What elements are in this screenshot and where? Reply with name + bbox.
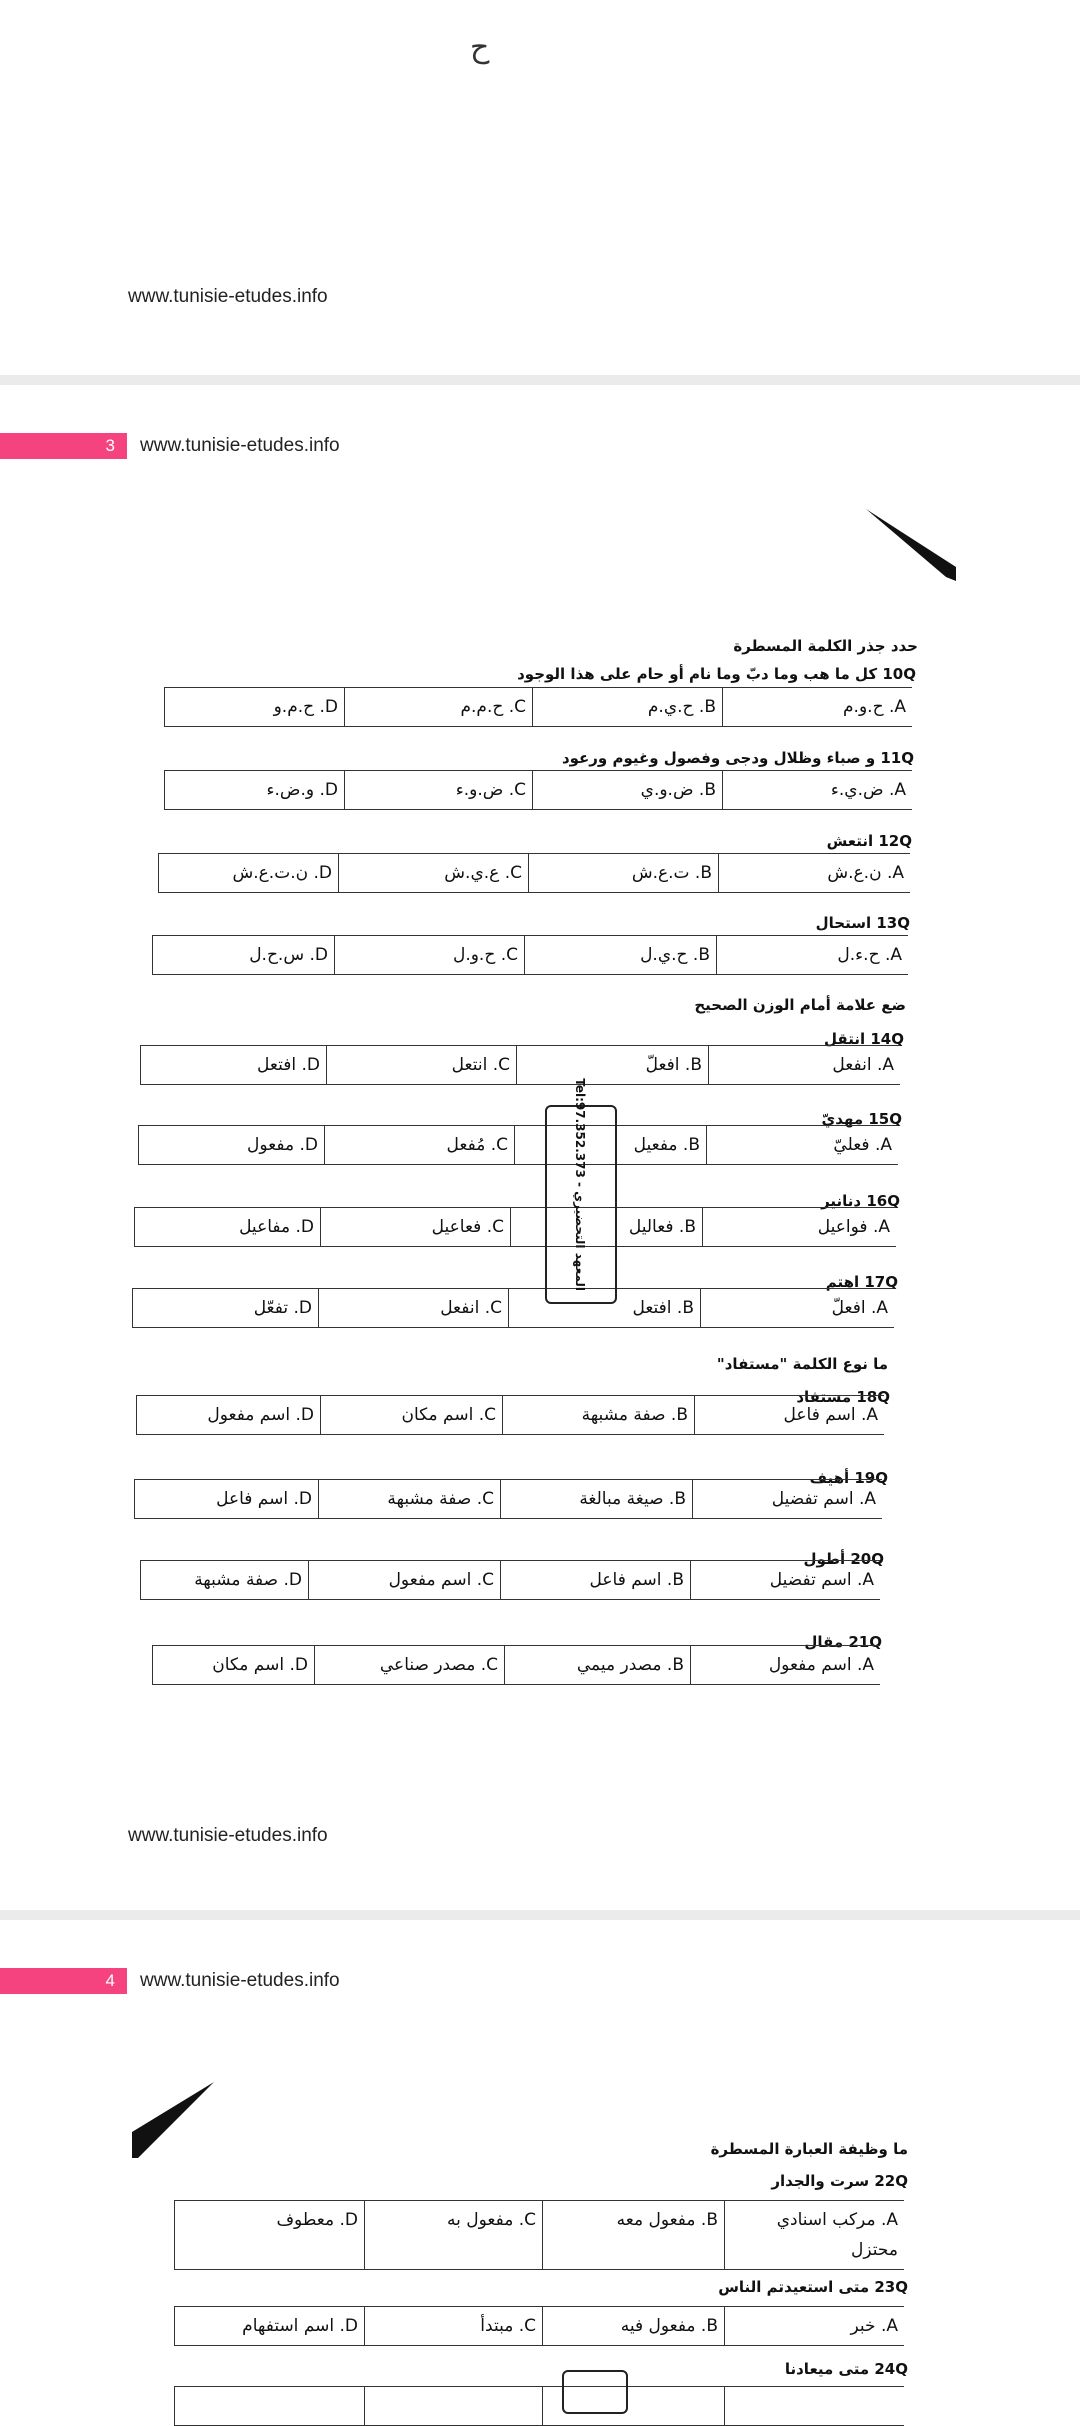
options-row-23 bbox=[174, 2306, 904, 2346]
option-a[interactable]: A. ح.ء.ل bbox=[716, 936, 908, 974]
option-b[interactable]: B. مفعول معه bbox=[542, 2201, 724, 2269]
institute-stamp bbox=[562, 2370, 628, 2414]
question-12: 12Q انتعش bbox=[826, 832, 912, 850]
option-d[interactable]: D. اسم استفهام bbox=[174, 2307, 364, 2345]
option-b[interactable]: B. فعاليل bbox=[510, 1208, 702, 1246]
page-number-badge: 3 bbox=[0, 433, 127, 459]
question-14: 14Q انتقل bbox=[824, 1030, 904, 1048]
option-c[interactable]: C. مصدر صناعي bbox=[314, 1646, 504, 1684]
page-3-footer-link[interactable]: www.tunisie-etudes.info bbox=[128, 1825, 328, 1846]
option-d[interactable]: D. ح.م.و bbox=[164, 688, 344, 726]
section-title: ما نوع الكلمة "مستفاد" bbox=[716, 1355, 888, 1373]
option-c[interactable]: C. فعاعيل bbox=[320, 1208, 510, 1246]
option-a[interactable]: A. مركب اسنادي محتزل bbox=[724, 2201, 904, 2269]
question-16: 16Q دنانير bbox=[821, 1192, 900, 1210]
option-d[interactable]: D. صفة مشبهة bbox=[140, 1561, 308, 1599]
exam-scan-page-3 bbox=[0, 385, 1080, 1910]
option-d[interactable]: D. اسم مفعول bbox=[136, 1396, 320, 1434]
option-b[interactable]: B. افعلّ bbox=[516, 1046, 708, 1084]
option-d[interactable]: D. و.ض.ء bbox=[164, 771, 344, 809]
option-d[interactable]: D. اسم مكان bbox=[152, 1646, 314, 1684]
institute-stamp bbox=[545, 1078, 617, 1304]
option-c[interactable]: C. اسم مكان bbox=[320, 1396, 502, 1434]
question-18: 18Q مستفاد bbox=[796, 1388, 890, 1406]
option-b[interactable]: B. ض.و.ي bbox=[532, 771, 722, 809]
option-b[interactable]: B. افتعل bbox=[508, 1289, 700, 1327]
option-b[interactable]: B. صيغة مبالغة bbox=[500, 1480, 692, 1518]
question-15: 15Q مهديّ bbox=[821, 1110, 902, 1128]
option-d[interactable]: D. مفعول bbox=[138, 1126, 324, 1164]
option-c[interactable]: C. انتعل bbox=[326, 1046, 516, 1084]
options-row-10 bbox=[164, 687, 912, 727]
option-a[interactable]: A. فواعيل bbox=[702, 1208, 896, 1246]
option-a[interactable]: A. اسم تفضيل bbox=[690, 1561, 880, 1599]
option-a[interactable]: A. فعليّ bbox=[706, 1126, 898, 1164]
options-row-24 bbox=[174, 2386, 904, 2426]
option-c[interactable]: C. ض.و.ء bbox=[344, 771, 532, 809]
option-c[interactable]: C. ح.و.ل bbox=[334, 936, 524, 974]
option-a[interactable]: A. انفعل bbox=[708, 1046, 900, 1084]
question-23: 23Q متى استعيدتم الناس bbox=[718, 2278, 908, 2296]
question-13: 13Q استحال bbox=[815, 914, 910, 932]
page-4 bbox=[0, 1920, 1080, 2400]
question-11: 11Q و صباء وظلال ودجى وفصول وغيوم ورعود bbox=[561, 749, 914, 767]
option-c[interactable]: C. مبتدأ bbox=[364, 2307, 542, 2345]
option-d[interactable]: D. ن.ت.ع.ش bbox=[158, 854, 338, 892]
option-a[interactable]: A. ض.ي.ء bbox=[722, 771, 912, 809]
options-row-15 bbox=[138, 1125, 898, 1165]
options-row-11 bbox=[164, 770, 912, 810]
option-c[interactable]: C. ع.ي.ش bbox=[338, 854, 528, 892]
option-b[interactable]: B. مصدر ميمي bbox=[504, 1646, 690, 1684]
options-row-14 bbox=[140, 1045, 900, 1085]
option-b[interactable]: B. مفعول فيه bbox=[542, 2307, 724, 2345]
option-d[interactable]: D. اسم فاعل bbox=[134, 1480, 318, 1518]
options-row-12 bbox=[158, 853, 910, 893]
page-2-footer-link[interactable]: www.tunisie-etudes.info bbox=[128, 286, 328, 307]
option-b[interactable]: B. صفة مشبهة bbox=[502, 1396, 694, 1434]
option-b[interactable]: B. ح.ي.ل bbox=[524, 936, 716, 974]
option-c[interactable]: C. مفعول به bbox=[364, 2201, 542, 2269]
options-row-22 bbox=[174, 2200, 904, 2270]
option-a[interactable]: A. اسم فاعل bbox=[694, 1396, 884, 1434]
option-a[interactable]: A. افعلّ bbox=[700, 1289, 894, 1327]
question-17: 17Q اهتم bbox=[825, 1273, 898, 1291]
option-d[interactable]: D. تفعّل bbox=[132, 1289, 318, 1327]
section-title: ضع علامة أمام الوزن الصحيح bbox=[694, 996, 906, 1014]
option-a[interactable]: A. ح.و.م bbox=[722, 688, 912, 726]
option-b[interactable]: B. ح.ي.م bbox=[532, 688, 722, 726]
option-a[interactable]: A. خبر bbox=[724, 2307, 904, 2345]
handwritten-page-mark: ح bbox=[470, 30, 490, 65]
question-21: 21Q مقال bbox=[804, 1633, 882, 1651]
option-b[interactable]: B. مفعيل bbox=[514, 1126, 706, 1164]
option-c[interactable]: C. ح.م.م bbox=[344, 688, 532, 726]
option-a[interactable] bbox=[724, 2387, 904, 2425]
exam-scan-page-4 bbox=[0, 1920, 1080, 2400]
option-a[interactable]: A. اسم تفضيل bbox=[692, 1480, 882, 1518]
option-d[interactable]: D. مفاعيل bbox=[134, 1208, 320, 1246]
option-d[interactable]: D. افتعل bbox=[140, 1046, 326, 1084]
option-a[interactable]: A. اسم مفعول bbox=[690, 1646, 880, 1684]
options-row-20 bbox=[140, 1560, 880, 1600]
question-22: 22Q سرت والجدار bbox=[771, 2172, 908, 2190]
option-c[interactable]: C. صفة مشبهة bbox=[318, 1480, 500, 1518]
question-20: 20Q أطول bbox=[803, 1550, 884, 1568]
page-separator bbox=[0, 1910, 1080, 1920]
section-title: حدد جذر الكلمة المسطرة bbox=[733, 637, 918, 655]
page-4-site-link[interactable]: www.tunisie-etudes.info bbox=[140, 1970, 340, 1991]
options-row-17 bbox=[132, 1288, 894, 1328]
option-d[interactable]: D. معطوف bbox=[174, 2201, 364, 2269]
page-3 bbox=[0, 385, 1080, 1910]
options-row-21 bbox=[152, 1645, 880, 1685]
option-d[interactable] bbox=[174, 2387, 364, 2425]
options-row-16 bbox=[134, 1207, 896, 1247]
question-24: 24Q متى ميعادنا bbox=[784, 2360, 908, 2378]
question-10: 10Q كل ما هب وما دبّ وما نام أو حام على هذا الوجود bbox=[517, 665, 916, 683]
option-c[interactable]: C. مُفعل bbox=[324, 1126, 514, 1164]
option-c[interactable]: C. انفعل bbox=[318, 1289, 508, 1327]
page-2 bbox=[0, 0, 1080, 375]
section-title: ما وظيفة العبارة المسطرة bbox=[710, 2140, 908, 2158]
option-a[interactable]: A. ن.ع.ش bbox=[718, 854, 910, 892]
question-19: 19Q أهيف bbox=[809, 1469, 888, 1487]
page-separator bbox=[0, 375, 1080, 385]
option-b[interactable]: B. ت.ع.ش bbox=[528, 854, 718, 892]
option-c[interactable]: C. اسم مفعول bbox=[308, 1561, 500, 1599]
option-b[interactable]: B. اسم فاعل bbox=[500, 1561, 690, 1599]
options-row-13 bbox=[152, 935, 908, 975]
page-3-site-link[interactable]: www.tunisie-etudes.info bbox=[140, 435, 340, 456]
options-row-18 bbox=[136, 1395, 884, 1435]
stamp-text: المعهد التحضيري - Tel:97.352.373 bbox=[573, 1078, 587, 1291]
options-row-19 bbox=[134, 1479, 882, 1519]
option-d[interactable]: D. س.ح.ل bbox=[152, 936, 334, 974]
option-c[interactable] bbox=[364, 2387, 542, 2425]
page-number-badge: 4 bbox=[0, 1968, 127, 1994]
